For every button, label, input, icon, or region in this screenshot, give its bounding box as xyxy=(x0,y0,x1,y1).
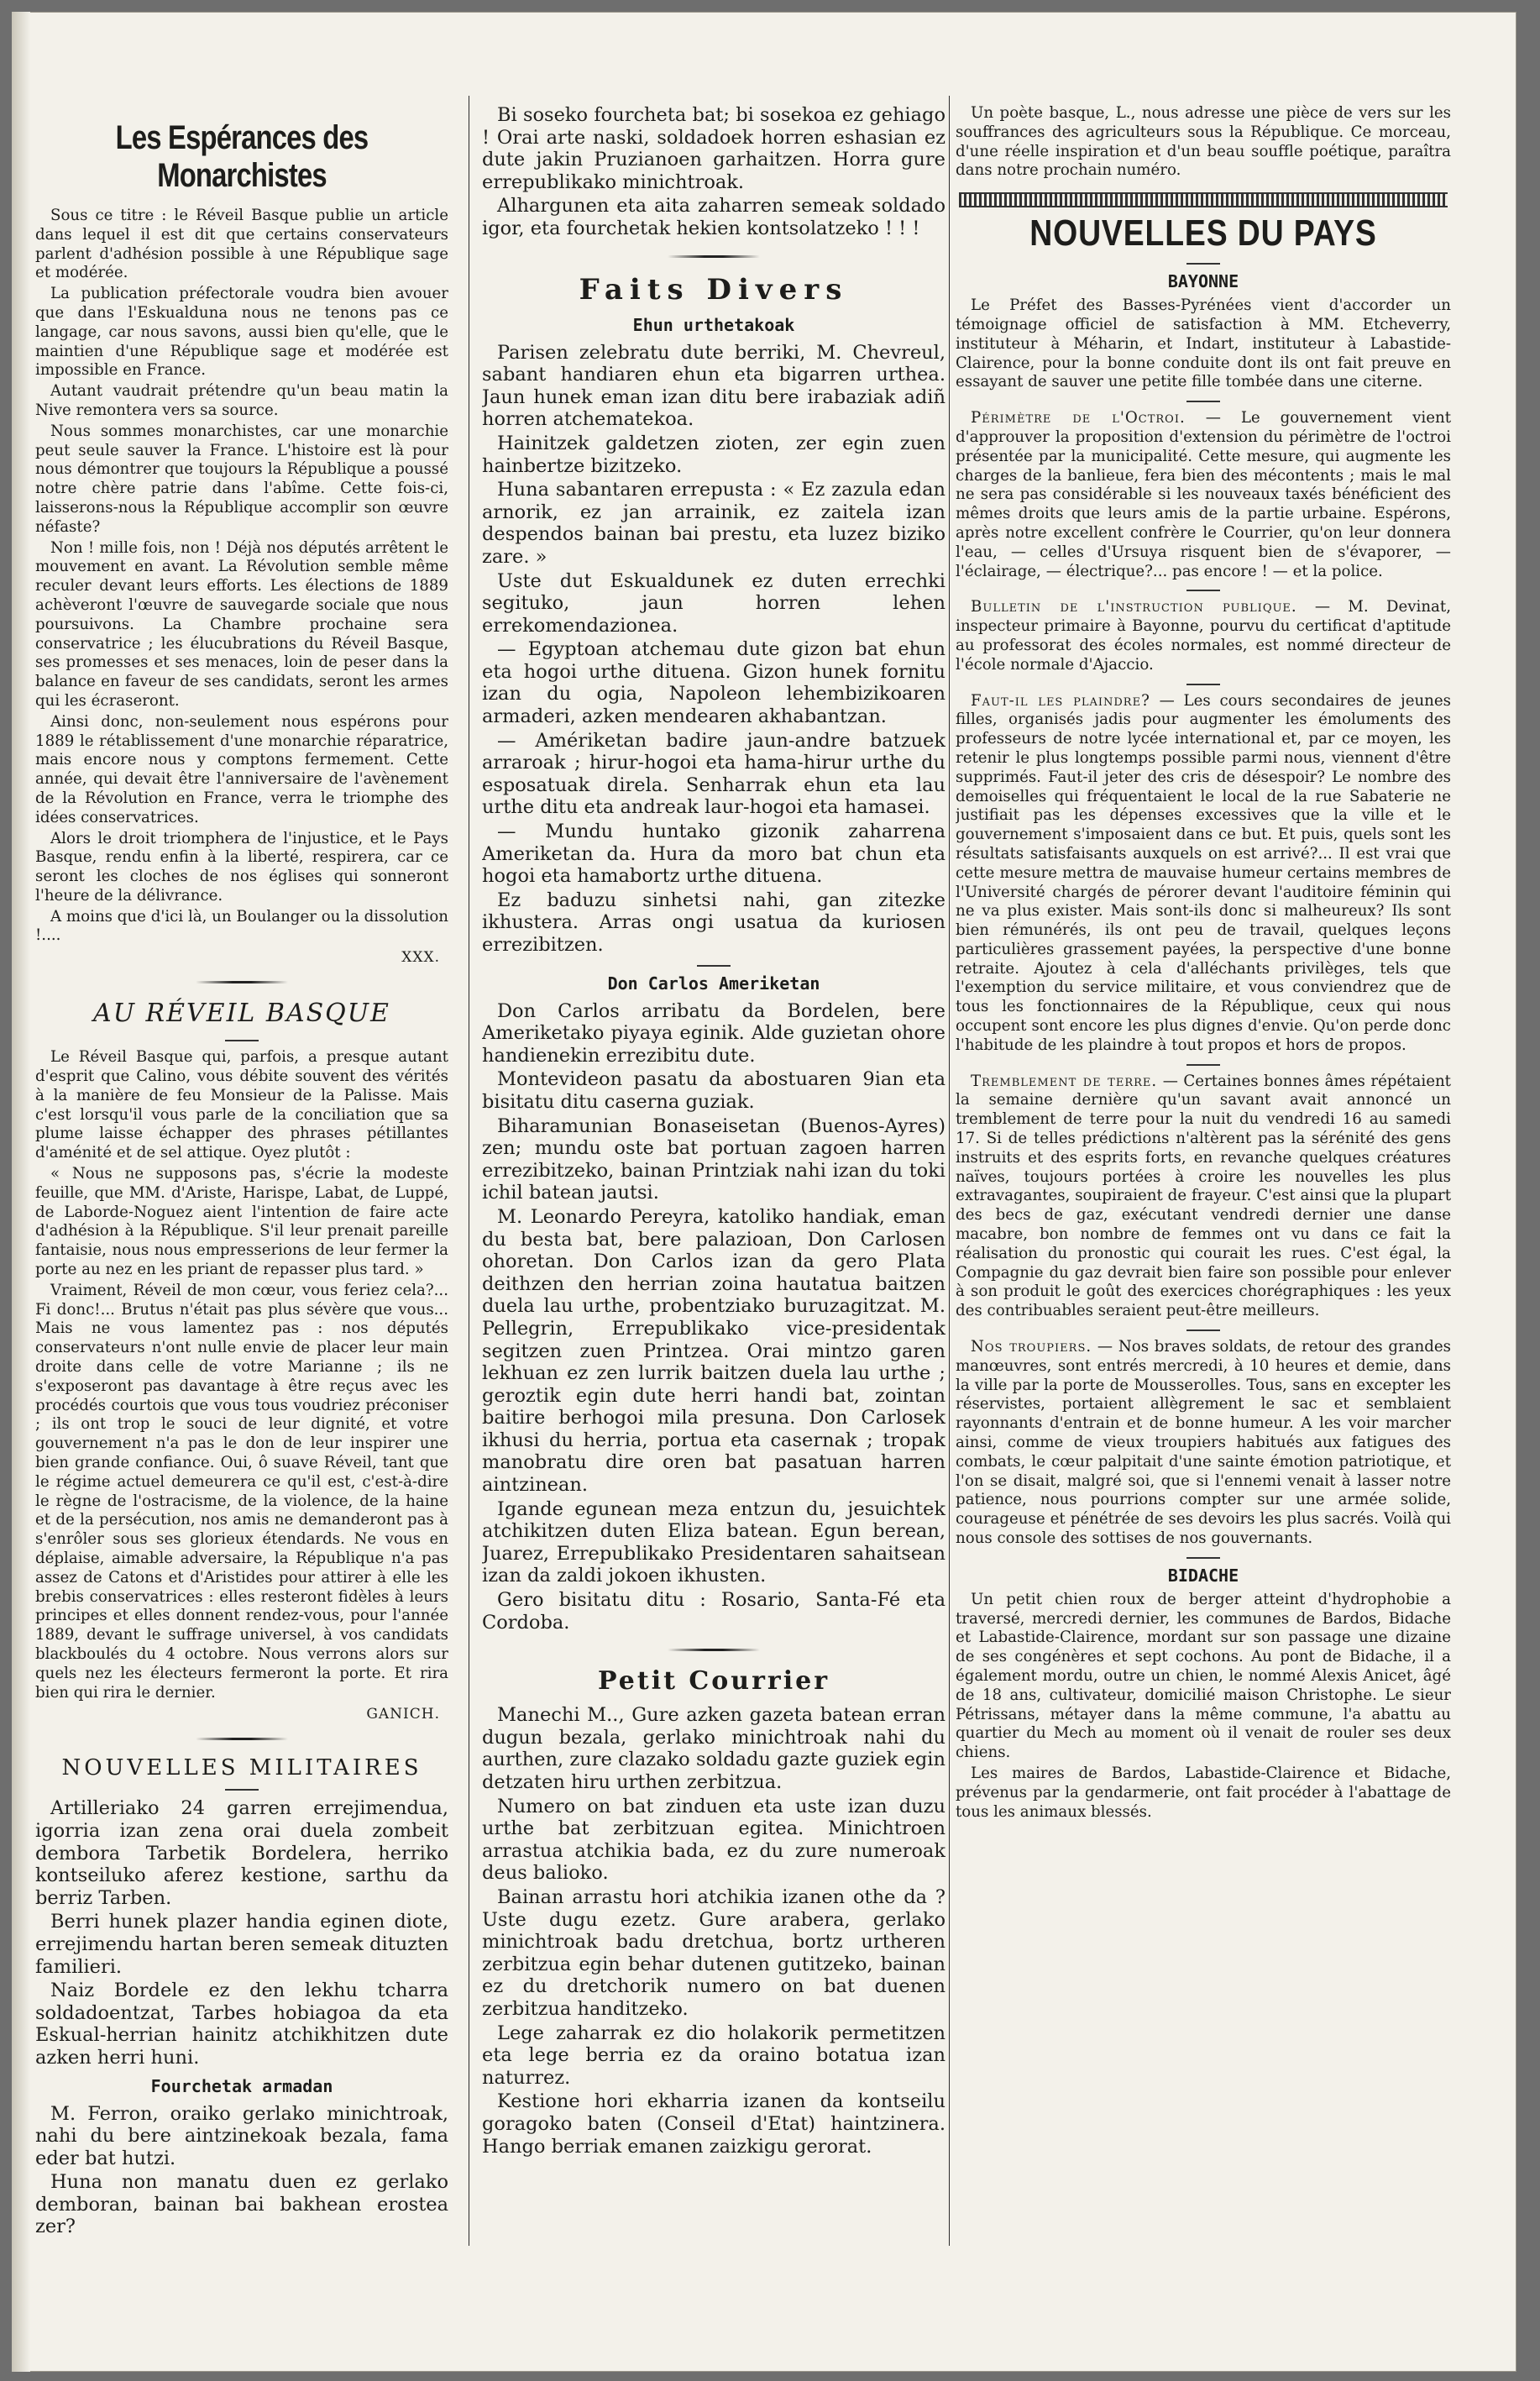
paragraph: Hainitzek galdetzen zioten, zer egin zuen hainbertze bizitzeko. xyxy=(482,432,945,477)
paragraph: Bi soseko fourcheta bat; bi sosekoa ez gehiago ! Orai arte naski, soldadoek horren eshasian ez dute jakin Pruzianoen garhaitzen. Horra gure errepublikako minichtroak. xyxy=(482,104,945,193)
separator xyxy=(668,1649,760,1651)
paragraph: Le Réveil Basque qui, parfois, a presque autant d'esprit que Calino, vous débite souvent des vérités à la manière de feu Monsieur de la Palisse. Mais c'est lorsqu'il vous parle de la conciliation que sa plume laisse échapper des phrases pétillantes d'aménité et de sel attique. Oyez plutôt : xyxy=(35,1048,448,1162)
article-esperances xyxy=(35,207,448,946)
place-heading-bidache: BIDACHE xyxy=(1167,1565,1239,1586)
separator xyxy=(1186,1557,1220,1559)
headline-petit-courrier: Petit Courrier xyxy=(598,1666,830,1697)
paragraph: Non ! mille fois, non ! Déjà nos députés arrêtent le mouvement en avant. La Révolution semble même reculer devant leurs efforts. Les élections de 1889 achèveront l'œuvre de sauvegarde sociale que nous poursuivons. La Chambre prochaine sera conservatrice ; les élucubrations du Réveil Basque, ses promesses et ses menaces, loin de peser dans la balance en faveur de ses candidats, seront les armes qui les écraseront. xyxy=(35,538,448,710)
newspaper-page xyxy=(12,12,1516,2372)
paragraph: Ez baduzu sinhetsi nahi, gan zitezke ikhustera. Arras ongi usatua da kuriosen errezibitzen. xyxy=(482,889,945,956)
paragraph: Nous sommes monarchistes, car une monarchie peut seule sauver la France. L'histoire est là pour nous démontrer que toujours la République a poussé notre chère patrie dans l'abîme. Cette fois-ci, laisserons-nous la République accomplir son œuvre néfaste? xyxy=(35,422,448,536)
paragraph: Don Carlos arribatu da Bordelen, bere Ameriketako piyaya eginik. Alde guzietan ohore handienekin errezibitu dute. xyxy=(482,999,945,1067)
paragraph: Ainsi donc, non-seulement nous espérons pour 1889 le rétablissement d'une monarchie réparatrice, mais encore nous y comptons fermement. Cette année, qui devait être l'anniversaire de l'avènement de la Révolution en France, verra le triomphe des idées conservatrices. xyxy=(35,712,448,826)
separator xyxy=(225,1040,259,1041)
headline-faits-divers: Faits Divers xyxy=(579,272,849,307)
paragraph: Berri hunek plazer handia eginen diote, errejimendu hartan beren semeak dituzten familieri. xyxy=(35,1911,448,1978)
separator xyxy=(196,981,288,983)
paragraph: Huna non manatu duen ez gerlako demboran, bainan bai bakhean erostea zer? xyxy=(35,2171,448,2238)
paragraph: Gero bisitatu ditu : Rosario, Santa-Fé eta Cordoba. xyxy=(482,1589,945,1634)
article-nouvelles-militaires xyxy=(35,1797,448,2069)
column-2 xyxy=(482,104,945,2305)
paragraph: Parisen zelebratu dute berriki, M. Chevreul, sabant handiaren ehun eta bigarren urthea. Jaun hunek eman izan ditu bere irabaziak adiñ horren atchematekoa. xyxy=(482,341,945,431)
article-fourchetak xyxy=(35,2103,448,2239)
article-ehun-urthetakoak xyxy=(482,342,945,957)
news-bayonne xyxy=(956,296,1451,1549)
ornament-divider xyxy=(959,192,1448,207)
news-item-lead: Tremblement de terre. xyxy=(971,1072,1158,1090)
paragraph: — Amériketan badire jaun-andre batzuek arraroak ; hirur-hogoi eta hama-hirur urthe du esposatuak direla. Senharrak ehun eta lau urthe ditu eta andreak laur-hogoi eta hamasei. xyxy=(482,729,945,819)
paragraph: Lege zaharrak ez dio holakorik permetitzen eta lege berria ez da oraino botatua izan naturrez. xyxy=(482,2022,945,2089)
separator xyxy=(196,1738,288,1740)
separator xyxy=(697,965,731,967)
news-bidache xyxy=(956,1591,1451,1822)
paragraph: Uste dut Eskualdunek ez duten errechki segituko, jaun horren lehen errekomendazionea. xyxy=(482,569,945,637)
paragraph: Alhargunen eta aita zaharren semeak soldado igor, eta fourchetak hekien kontsolatzeko ! ! ! xyxy=(482,195,945,239)
paragraph: Igande egunean meza entzun du, jesuichtek atchikitzen duten Eliza batean. Egun berean, Juarez, Errepublikako Presidentaren sahaitsean izan da zaldi jokoen ikhusten. xyxy=(482,1497,945,1587)
paragraph: Les maires de Bardos, Labastide-Clairence et Bidache, prévenus par la gendarmerie, ont fait procéder à l'abattage de tous les animaux blessés. xyxy=(956,1764,1451,1821)
paragraph: M. Leonardo Pereyra, katoliko handiak, eman du besta bat, bere palazioan, Don Carlosen ohoretan. Don Carlos izan da gero Plata deithzen den herrian zoina hautatua baitzen duela lau urthe, probentziako buruzagitzat. M. Pellegrin, Errepublikako vice-presidentak segitzen zuen Printzea. Orai mintzo garen lekhuan ez zen lurrik baitzen duela lau urthe ; geroztik egin dute herri handi bat, zointan baitire berhogoi mila presuna. Don Carlosek ikhusi du herria, portua eta casernak ; tropak manobratu dire oren bat pasatuan harren aintzinean. xyxy=(482,1205,945,1497)
news-item-instruction xyxy=(956,598,1451,674)
paragraph: Bainan arrastu hori atchikia izanen othe da ? Uste dugu ezetz. Gure arabera, gerlako minichtroak badu dretchua, bortz urtheren zerbitzua egin behar dutenen gutitzeko, bainan ez du dretchorik numero on bat duenen zerbitzua handitzeko. xyxy=(482,1885,945,2020)
column-rule-2 xyxy=(949,96,950,2246)
headline-nouvelles-du-pays: NOUVELLES DU PAYS xyxy=(1029,212,1377,254)
column-1 xyxy=(35,104,448,2305)
separator xyxy=(1186,1064,1220,1066)
separator xyxy=(1186,684,1220,685)
news-item-plaindre xyxy=(956,692,1451,1056)
news-item-text: — Le gouvernement vient d'approuver la proposition d'extension du périmètre de l'octroi présentée par la municipalité. Cette mesure, qui augmente les charges de la banlieue, fera bien des mécontents ; mais le mal ne sera pas considérable si les nouveaux taxés bénéficient des mêmes droits que leurs amis de la partie urbaine. Espérons, après notre excellent confrère le Courrier, qu'on leur donnera l'eau, — celles d'Ursuya risquent bien de s'évaporer, — l'éclairage, — électrique?... pas encore ! — et la police. xyxy=(956,409,1451,580)
paragraph: Numero on bat zinduen eta uste izan duzu urthe bat zerbitzuan egitea. Minichtroen arrastua atchikia bada, ez du zure numeroak deus balioko. xyxy=(482,1795,945,1885)
paragraph: Manechi M.., Gure azken gazeta batean erran dugun bezala, gerlako minichtroak nahi du aurthen, zure clazako soldadu gazte guziek egin detzaten hiru urthen zerbitzua. xyxy=(482,1704,945,1793)
news-item-lead: Faut-il les plaindre? xyxy=(971,691,1150,710)
news-item-lead: Bulletin de l'instruction publique. xyxy=(971,598,1297,616)
headline-esperances: Les Espérances des Monarchistes xyxy=(115,119,369,194)
paragraph: Biharamunian Bonaseisetan (Buenos-Ayres) zen; mundu oste bat portuan zagoen harren errezibitzeko, bainan Printziak nahi izan du toki ichil batean jautsi. xyxy=(482,1114,945,1204)
subheading-fourchetak: Fourchetak armadan xyxy=(150,2075,333,2096)
separator xyxy=(1186,263,1220,265)
place-heading-bayonne: BAYONNE xyxy=(1167,271,1239,292)
news-item-tremblement xyxy=(956,1072,1451,1321)
paragraph: Un petit chien roux de berger atteint d'hydrophobie a traversé, mercredi dernier, les communes de Bardos, Bidache et Labastide-Clairence, mordant sur son passage une dizaine de ses congénères et sept cochons. Au pont de Bidache, il a également mordu, outre un chien, le nommé Alexis Anicet, âgé de 18 ans, cultivateur, domicilié maison Christophe. Le sieur Pétrissans, métayer dans la même commune, l'a abattu au quartier du Mech au moment où il venait de rouler ses deux chiens. xyxy=(956,1590,1451,1762)
paragraph: Sous ce titre : le Réveil Basque publie un article dans lequel il est dit que certains conservateurs parlent d'adhésion possible à une République sage et modérée. xyxy=(35,207,448,282)
paragraph: Vraiment, Réveil de mon cœur, vous feriez cela?... Fi donc!... Brutus n'était pas plus sévère que vous... Mais ne vous lamentez pas : nos députés conservateurs n'ont nulle envie de placer leur main droite dans celle de votre Marianne ; ils ne s'exposeront pas davantage à être reçus avec les procédés courtois que vous tous voudriez préconiser ; ils ont trop le souci de leur dignité, et votre gouvernement n'a pas le don de leur inspirer une bien grande confiance. Oui, ô suave Réveil, tant que le régime actuel demeurera ce qu'il est, c'est-à-dire le règne de l'ostracisme, de la violence, de la haine et de la persécution, nos amis ne demanderont pas à s'enrôler sous ses glorieux étendards. Ne vous en déplaise, aimable adversaire, la République n'a pas assez de Catons et d'Aristides pour attirer à elle les brebis conservatrices : elles resteront fidèles à leurs principes et elles donnent rendez-vous, pour l'année 1889, devant le suffrage universel, à vos candidats blackboulés du 4 octobre. Nous verrons alors sur quels nez les électeurs fermeront la porte. Et rira bien qui rira le dernier. xyxy=(35,1281,448,1702)
paragraph: Kestione hori ekharria izanen da kontseilu goragoko baten (Conseil d'Etat) haintzinera. Hango berriak emanen zaizkigu gerorat. xyxy=(482,2090,945,2158)
headline-reveil-basque: AU RÉVEIL BASQUE xyxy=(93,999,390,1029)
article-petit-courrier xyxy=(482,1704,945,2158)
separator xyxy=(1186,401,1220,402)
news-item-octroi xyxy=(956,409,1451,581)
separator xyxy=(1186,590,1220,591)
news-item-text: — Les cours secondaires de jeunes filles, organisés jadis pour augmenter les émoluments des professeurs de notre lycée international et, par ce moyen, les retenir le plus longtemps possible parmi nous, viennent d'être supprimés. Faut-il jeter des cris de désespoir? Le nombre des demoiselles qui fréquentaient le local de la rue Sabaterie ne justifiait pas les dépenses excessives que la ville et le gouvernement s'imposaient dans ce but. Et puis, quels sont les résultats satisfaisants auxquels on est arrivé?... Il est vrai que cette mesure mettra de mauvaise humeur certains membres de l'Université chargés de pérorer devant l'auditoire féminin qui ne va plus exister. Mais sont-ils donc si malheureux? Ils sont bien rémunérés, ils ont peu de travail, quelques leçons particulières grassement payées, la perspective d'une bonne retraite. Ajoutez à cela d'alléchants privilèges, tels que l'exemption du service militaire, et vous conviendrez que de tous les fonctionnaires de la République, ceux qui nous occupent sont encore les plus dignes d'envie. Qu'on perde donc l'habitude de les plaindre à tout propos et hors de propos. xyxy=(956,691,1451,1054)
paragraph: Artilleriako 24 garren errejimendua, igorria izan zena orai duela zombeit dembora Tarbetik Bordelera, herriko kontseiluko aferez kestione, sarthu da berriz Tarben. xyxy=(35,1797,448,1909)
paragraph: Naiz Bordele ez den lekhu tcharra soldadoentzat, Tarbes hobiagoa da eta Eskual-herrian hainitz atchikhitzen dute azken herri huni. xyxy=(35,1980,448,2069)
page-edge-shadow xyxy=(12,12,30,2372)
subheading-ehun-urthetakoak: Ehun urthetakoak xyxy=(632,314,795,335)
signature-xxx: XXX. xyxy=(401,949,440,967)
article-fourchetak-continued xyxy=(482,104,945,240)
paragraph: — Egyptoan atchemau dute gizon bat ehun eta hogoi urthe dituena. Gizon hunek fornitu izan du ogia, Napoleon lehembizikoaren armaderi, azken mendearen akhabantzan. xyxy=(482,638,945,728)
news-item-text: — M. Devinat, inspecteur primaire à Bayonne, pourvu du certificat d'aptitude au professorat des écoles normales, est nommé directeur de l'école normale d'Ajaccio. xyxy=(956,598,1451,674)
paragraph: Montevideon pasatu da abostuaren 9ian eta bisitatu ditu caserna guziak. xyxy=(482,1068,945,1113)
separator xyxy=(668,255,760,258)
paragraph: Autant vaudrait prétendre qu'un beau matin la Nive remontera vers sa source. xyxy=(35,382,448,419)
news-item-text: — Certaines bonnes âmes répétaient la semaine dernière qu'un savant avait annoncé un tremblement de terre pour la nuit du vendredi 16 au samedi 17. Si de telles prédictions n'altèrent pas la sérénité des gens instruits et des esprits forts, en revanche quelques créatures naïves, toujours portées à croire les nouvelles les plus extravagantes, soupiraient de frayeur. C'est ainsi que la plupart des becs de gaz, exécutant vendredi dernier une danse macabre, bon nombre de femmes ont vu dans ce fait la réalisation du pronostic qui courait les rues. C'est égal, la Compagnie du gaz devrait bien faire son possible pour enlever à son produit le goût des exercices chorégraphiques : les yeux des contribuables seraient peut-être meilleurs. xyxy=(956,1072,1451,1320)
note-poete-basque xyxy=(956,104,1451,181)
signature-ganich: GANICH. xyxy=(366,1706,440,1723)
paragraph: Le Préfet des Basses-Pyrénées vient d'accorder un témoignage officiel de satisfaction à MM. Etcheverry, instituteur à Méharin, et Indart, instituteur à Labastide-Clairence, pour la bonne conduite dont ils ont fait preuve en essayant de sauver une petite fille tombée dans une citerne. xyxy=(956,296,1451,391)
news-item-troupiers xyxy=(956,1338,1451,1549)
paragraph: M. Ferron, oraiko gerlako minichtroak, nahi du bere aintzinekoak bezala, fama eder bat hutzi. xyxy=(35,2102,448,2169)
separator xyxy=(1186,1329,1220,1331)
news-item-lead: Nos troupiers. xyxy=(971,1338,1092,1356)
separator xyxy=(225,1789,259,1791)
news-item-lead: Périmètre de l'Octroi. xyxy=(971,409,1186,427)
paragraph: « Nous ne supposons pas, s'écrie la modeste feuille, que MM. d'Ariste, Harispe, Labat, de Luppé, de Laborde-Noguez aient l'intention de faire acte d'adhésion à la République. S'il leur prenait pareille fantaisie, nous nous empresserions de leur fermer la porte au nez en les priant de repasser plus tard. » xyxy=(35,1165,448,1279)
news-item-text: — Nos braves soldats, de retour des grandes manœuvres, sont entrés mercredi, à 10 heures et demie, dans la ville par la porte de Mousserolles. Tous, sans en excepter les réservistes, portaient allègrement le sac et semblaient rayonnants d'entrain et de bonne humeur. A les voir marcher ainsi, comme de vieux troupiers habitués aux fatigues des combats, le cœur palpitait d'une sainte émotion patriotique, et l'on se disait, malgré soi, que si l'ennemi venait à lasser notre patience, nous pourrions compter sur une armée solide, courageuse et pénétrée de ses devoirs les plus sacrés. Voilà qui nous console des sottises de nos gouvernants. xyxy=(956,1338,1451,1547)
paragraph: Huna sabantaren errepusta : « Ez zazula edan arnorik, ez jan arrainik, ez zaitela izan despendos bainan bai prestu, eta luzez biziko zare. » xyxy=(482,479,945,568)
headline-nouvelles-militaires: NOUVELLES MILITAIRES xyxy=(61,1755,422,1781)
paragraph: — Mundu huntako gizonik zaharrena Ameriketan da. Hura da moro bat chun eta hogoi eta hamabortz urthe dituena. xyxy=(482,821,945,888)
article-reveil-basque xyxy=(35,1048,448,1702)
column-3 xyxy=(956,104,1451,2305)
paragraph: Alors le droit triomphera de l'injustice, et le Pays Basque, rendu enfin à la liberté, respirera, car ce seront les cloches de nos églises qui sonneront l'heure de la délivrance. xyxy=(35,829,448,905)
paragraph: Un poète basque, L., nous adresse une pièce de vers sur les souffrances des agriculteurs sous la République. Ce morceau, d'une réelle inspiration et d'un beau souffle poétique, paraîtra dans notre prochain numéro. xyxy=(956,104,1451,180)
paragraph: A moins que d'ici là, un Boulanger ou la dissolution !.... xyxy=(35,907,448,945)
article-don-carlos xyxy=(482,1000,945,1634)
subheading-don-carlos: Don Carlos Ameriketan xyxy=(607,973,820,994)
paragraph: La publication préfectorale voudra bien avouer que dans l'Eskualduna nous ne tenons pas ce langage, car nous savons, aussi bien qu'elle, que le maintien d'une République sage et modérée est impossible en France. xyxy=(35,285,448,380)
